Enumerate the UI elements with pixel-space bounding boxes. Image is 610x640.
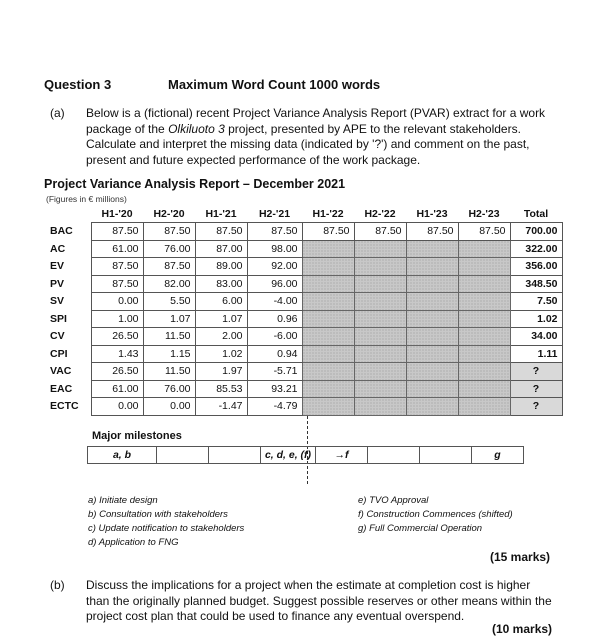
shaded-cell (406, 258, 458, 276)
cell-value: -1.47 (195, 398, 247, 416)
milestone-cell (367, 446, 420, 464)
cell-value: 61.00 (91, 380, 143, 398)
milestones-title: Major milestones (92, 430, 182, 442)
col-header: H2-'23 (468, 208, 500, 220)
row-label: CPI (50, 347, 68, 360)
shaded-cell (354, 345, 406, 363)
col-header: H2-'20 (153, 208, 185, 220)
cell-value: 0.94 (247, 345, 302, 363)
shaded-cell (354, 380, 406, 398)
shaded-cell (302, 380, 354, 398)
shaded-cell (458, 275, 510, 293)
cell-total-missing: ? (510, 380, 562, 398)
shaded-cell (458, 398, 510, 416)
part-a-label: (a) (50, 106, 65, 120)
col-header: H2-'22 (364, 208, 396, 220)
shaded-cell (406, 345, 458, 363)
table-row (44, 275, 562, 293)
project-name: Olkiluoto 3 (168, 121, 225, 136)
row-label: BAC (50, 225, 73, 238)
cell-value: 96.00 (247, 275, 302, 293)
cell-value: 1.07 (143, 310, 195, 328)
col-header: H2-'21 (258, 208, 291, 220)
table-row (44, 258, 562, 276)
shaded-cell (406, 328, 458, 346)
col-header: H1-'23 (416, 208, 448, 220)
row-label: ECTC (50, 400, 79, 413)
shaded-cell (406, 293, 458, 311)
cell-value: 26.50 (91, 328, 143, 346)
cell-value: 61.00 (91, 240, 143, 258)
shaded-cell (458, 363, 510, 381)
shaded-cell (458, 345, 510, 363)
figures-note: (Figures in € millions) (46, 194, 127, 204)
table-row (44, 345, 562, 363)
cell-total-missing: ? (510, 398, 562, 416)
cell-value: 6.00 (195, 293, 247, 311)
milestone-cell (208, 446, 261, 464)
table-row (44, 310, 562, 328)
table-row (44, 363, 562, 381)
shaded-cell (302, 293, 354, 311)
cell-value: 87.50 (458, 223, 510, 241)
milestone-cell (156, 446, 209, 464)
cell-value: 5.50 (143, 293, 195, 311)
part-a-text-after: project, presented by APE to the relevant stakeholders. Calculate and interpret the missing data (indicated by '?') and comment on the past, present and future expected performance of the work package. (86, 121, 530, 167)
milestone-cell (419, 446, 472, 464)
cell-value: 87.50 (195, 223, 247, 241)
cell-value: 2.00 (195, 328, 247, 346)
row-label: CV (50, 330, 65, 343)
cell-value: 87.50 (91, 258, 143, 276)
shaded-cell (302, 398, 354, 416)
word-limit: Maximum Word Count 1000 words (168, 77, 381, 92)
legend-item: d) Application to FNG (88, 537, 179, 548)
cell-value: 1.97 (195, 363, 247, 381)
shaded-cell (406, 240, 458, 258)
cell-value: 82.00 (143, 275, 195, 293)
cell-value: 0.00 (143, 398, 195, 416)
milestone-cell: c, d, e, (f) (260, 446, 316, 464)
shaded-cell (302, 363, 354, 381)
table-row (44, 240, 562, 258)
milestones-row (88, 446, 524, 464)
cell-total: 322.00 (510, 240, 562, 258)
cell-value: 89.00 (195, 258, 247, 276)
row-label: AC (50, 242, 66, 255)
cell-value: 87.00 (195, 240, 247, 258)
cell-value: 0.00 (91, 398, 143, 416)
cell-value: 87.50 (143, 258, 195, 276)
header-blank (44, 206, 91, 223)
milestone-cell: a, b (87, 446, 157, 464)
part-a-text-before: Below is a (fictional) recent Project Variance Analysis Report (PVAR) extract for a work package of the (86, 106, 546, 136)
shaded-cell (302, 258, 354, 276)
cell-value: 0.00 (91, 293, 143, 311)
legend-item: c) Update notification to stakeholders (88, 523, 245, 534)
cell-value: 87.50 (91, 275, 143, 293)
shaded-cell (302, 275, 354, 293)
table-row (44, 223, 562, 241)
legend-item: f) Construction Commences (shifted) (358, 509, 513, 520)
cell-value: 11.50 (143, 363, 195, 381)
cell-total: 1.02 (510, 310, 562, 328)
cell-value: 87.50 (354, 223, 406, 241)
pvar-header-row (44, 206, 562, 223)
part-b-marks: (10 marks) (492, 622, 553, 636)
cell-value: 87.50 (91, 223, 143, 241)
row-label: VAC (50, 365, 72, 378)
shaded-cell (354, 293, 406, 311)
cell-value: 1.07 (195, 310, 247, 328)
cell-value: 87.50 (247, 223, 302, 241)
milestone-cell: →f (315, 446, 368, 464)
cell-value: 92.00 (247, 258, 302, 276)
cell-value: 1.15 (143, 345, 195, 363)
cell-value: 76.00 (143, 240, 195, 258)
part-b-text: Discuss the implications for a project when the estimate at completion cost is higher than the originally planned budget. Suggest possible reserves or other means within the project cost plan that could be used to finance any eventual overspend. (86, 578, 552, 623)
shaded-cell (458, 328, 510, 346)
cell-value: -6.00 (247, 328, 302, 346)
shaded-cell (302, 328, 354, 346)
question-title: Question 3 (44, 77, 112, 92)
pvar-table (44, 206, 563, 416)
shaded-cell (406, 310, 458, 328)
milestone-legend-left (88, 494, 244, 550)
shaded-cell (458, 380, 510, 398)
shaded-cell (302, 310, 354, 328)
shaded-cell (354, 363, 406, 381)
shaded-cell (458, 258, 510, 276)
legend-item: b) Consultation with stakeholders (88, 509, 228, 520)
shaded-cell (354, 310, 406, 328)
cell-value: 98.00 (247, 240, 302, 258)
part-a-marks: (15 marks) (490, 550, 551, 564)
report-title: Project Variance Analysis Report – December 2021 (44, 177, 346, 191)
col-header: H1-'22 (312, 208, 344, 220)
cell-value: 85.53 (195, 380, 247, 398)
table-row (44, 328, 562, 346)
cell-total: 700.00 (510, 223, 562, 241)
part-a-text (86, 106, 548, 168)
shaded-cell (354, 328, 406, 346)
cell-total: 348.50 (510, 275, 562, 293)
shaded-cell (406, 398, 458, 416)
shaded-cell (406, 380, 458, 398)
row-label: SV (50, 295, 65, 308)
shaded-cell (354, 240, 406, 258)
shaded-cell (458, 310, 510, 328)
milestone-legend-right (358, 494, 513, 536)
shaded-cell (458, 240, 510, 258)
cell-value: 93.21 (247, 380, 302, 398)
col-header: H1-'20 (101, 208, 133, 220)
cell-value: 11.50 (143, 328, 195, 346)
shaded-cell (302, 345, 354, 363)
shaded-cell (302, 240, 354, 258)
row-label: PV (50, 277, 65, 290)
shaded-cell (458, 293, 510, 311)
cell-value: -4.79 (247, 398, 302, 416)
cell-value: 87.50 (406, 223, 458, 241)
shaded-cell (354, 258, 406, 276)
row-label: EAC (50, 382, 73, 395)
cell-total: 34.00 (510, 328, 562, 346)
shaded-cell (354, 275, 406, 293)
shaded-cell (406, 363, 458, 381)
cell-value: 83.00 (195, 275, 247, 293)
cell-total: 7.50 (510, 293, 562, 311)
cell-value: 26.50 (91, 363, 143, 381)
row-label: EV (50, 260, 65, 273)
legend-item: a) Initiate design (88, 495, 158, 506)
cell-total: 356.00 (510, 258, 562, 276)
cell-total: 1.11 (510, 345, 562, 363)
cell-value: 0.96 (247, 310, 302, 328)
table-row (44, 398, 562, 416)
part-b-label: (b) (50, 578, 65, 592)
col-header-total: Total (523, 208, 549, 220)
cell-value: 76.00 (143, 380, 195, 398)
cell-value: -4.00 (247, 293, 302, 311)
col-header: H1-'21 (205, 208, 237, 220)
cell-value: -5.71 (247, 363, 302, 381)
legend-item: g) Full Commercial Operation (358, 523, 483, 534)
cell-value: 1.43 (91, 345, 143, 363)
table-row (44, 293, 562, 311)
shaded-cell (406, 275, 458, 293)
cell-value: 1.00 (91, 310, 143, 328)
cell-total-missing: ? (510, 363, 562, 381)
row-label: SPI (50, 312, 67, 325)
table-row (44, 380, 562, 398)
milestone-cell: g (471, 446, 524, 464)
cell-value: 87.50 (143, 223, 195, 241)
shaded-cell (354, 398, 406, 416)
legend-item: e) TVO Approval (358, 495, 429, 506)
cell-value: 87.50 (302, 223, 354, 241)
cell-value: 1.02 (195, 345, 247, 363)
